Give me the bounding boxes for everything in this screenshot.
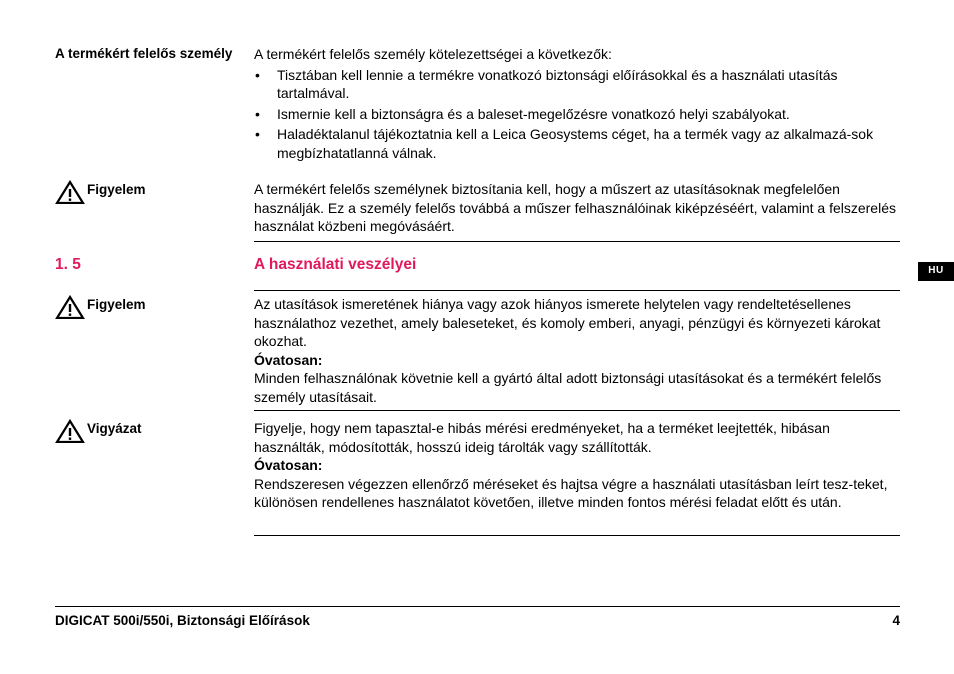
responsible-person-body bbox=[254, 45, 902, 162]
divider bbox=[254, 535, 900, 536]
language-tab: HU bbox=[918, 262, 954, 281]
responsible-duties-list bbox=[254, 66, 902, 163]
caution-detail-text: Rendszeresen végezzen ellenőrző méréseket és hajtsa végre a használati utasításban leírt tesz-teket, különösen rendellenes használatot követően, illetve minden fontos mérési feladat előtt és után. bbox=[254, 475, 888, 510]
caution-label-text: Vigyázat bbox=[87, 421, 142, 436]
warning-triangle-icon bbox=[55, 180, 85, 204]
section-title: A használati veszélyei bbox=[254, 256, 417, 273]
warning-label-text: Figyelem bbox=[87, 297, 146, 312]
warning-2-caution-text: Minden felhasználónak követnie kell a gyártó által adott biztonsági utasításokat és a termékért felelős személy utasításait. bbox=[254, 370, 882, 405]
caution-text: Figyelje, hogy nem tapasztal-e hibás mérési eredményeket, ha a terméket leejtették, hibásan használták, módosították, hosszú ideig tárolták vagy szállították. bbox=[254, 420, 830, 455]
section-number: 1. 5 bbox=[55, 256, 81, 273]
caution-label bbox=[55, 419, 245, 443]
warning-1-body bbox=[254, 180, 902, 236]
footer-rule bbox=[55, 606, 900, 607]
warning-triangle-icon bbox=[55, 419, 85, 443]
divider bbox=[254, 241, 900, 242]
footer-page-number: 4 bbox=[892, 613, 900, 628]
warning-label-text: Figyelem bbox=[87, 182, 146, 197]
warning-triangle-icon bbox=[55, 295, 85, 319]
footer-document-title: DIGICAT 500i/550i, Biztonsági Előírások bbox=[55, 613, 310, 628]
warning-2-text: Az utasítások ismeretének hiánya vagy azok hiányos ismerete helytelen vagy rendeltetésellenes használathoz vezethet, amely baleseteket, és komoly emberi, anyagi, pénzügyi és környezeti károkat okozhat. bbox=[254, 296, 881, 349]
caution-heading: Óvatosan: bbox=[254, 457, 323, 473]
list-item: • Tisztában kell lennie a termékre vonatkozó biztonsági előírásokkal és a használati utasítás tartalmával. bbox=[254, 66, 902, 103]
warning-label-1 bbox=[55, 180, 245, 204]
warning-1-text: A termékért felelős személynek biztosítania kell, hogy a műszert az utasításoknak megfelelően használják. Ez a személy felelős továbbá a műszer felhasználóinak kiképzéséért, valamint a felszerelés használat közbeni megóvásáért. bbox=[254, 181, 896, 234]
divider bbox=[254, 410, 900, 411]
list-item: • Haladéktalanul tájékoztatnia kell a Leica Geosystems céget, ha a termék vagy az alkalmazá-sok megbízhatatlanná válnak. bbox=[254, 125, 902, 162]
caution-body bbox=[254, 419, 902, 512]
warning-2-body bbox=[254, 295, 902, 406]
caution-heading: Óvatosan: bbox=[254, 351, 323, 368]
responsible-person-label: A termékért felelős személy bbox=[55, 46, 233, 61]
list-item: • Ismernie kell a biztonságra és a baleset-megelőzésre vonatkozó helyi szabályokat. bbox=[254, 105, 902, 124]
warning-label-2 bbox=[55, 295, 245, 319]
responsible-intro: A termékért felelős személy kötelezettségei a következők: bbox=[254, 46, 612, 62]
divider bbox=[254, 290, 900, 291]
